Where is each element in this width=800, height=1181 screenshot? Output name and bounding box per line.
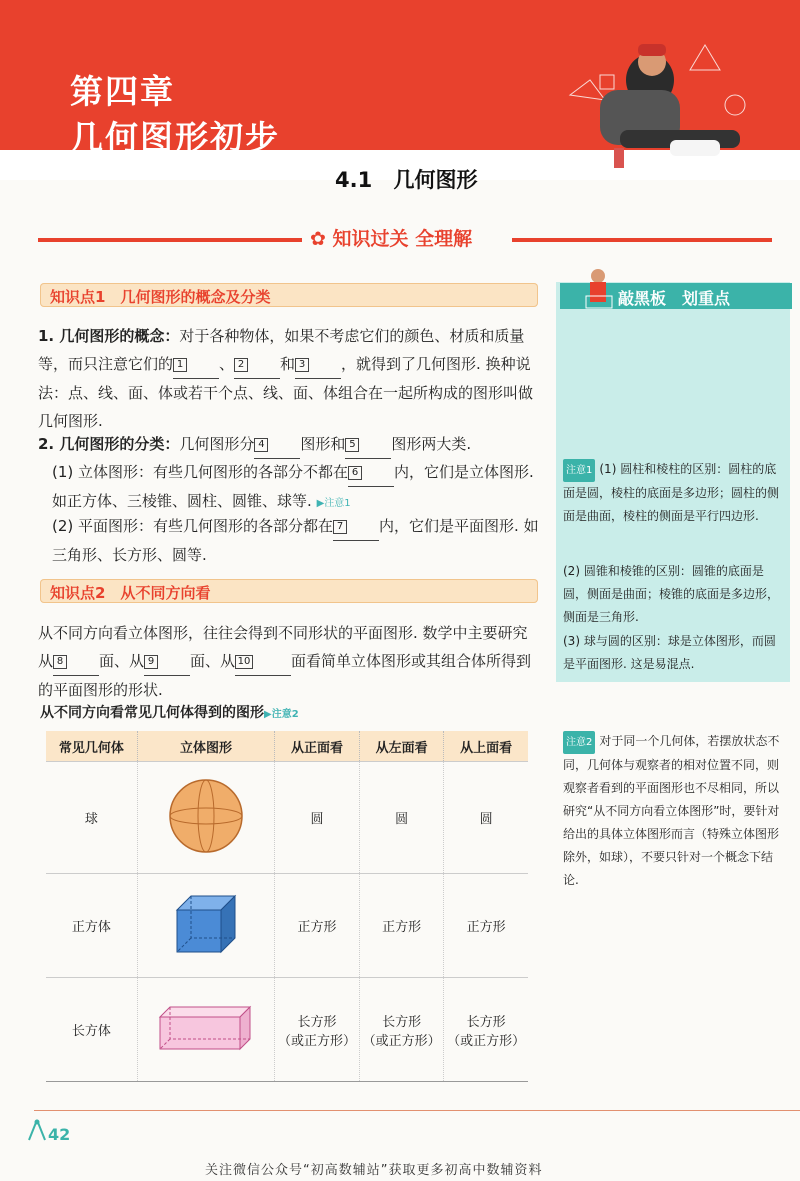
section-name: 几何图形 (393, 168, 478, 192)
compass-icon (26, 1118, 48, 1142)
blank-10[interactable]: 10 (235, 647, 291, 676)
note1-block: 注意1 (1) 圆柱和棱柱的区别：圆柱的底面是圆，棱柱的底面是多边形；圆柱的侧面是曲面，棱柱的侧面是平行四边形. (563, 458, 785, 528)
top-view: 正方形 (444, 874, 528, 978)
left-view: 长方形 （或正方形） (359, 978, 444, 1082)
front-view: 正方形 (275, 874, 360, 978)
banner-line-left (38, 238, 302, 242)
note1-part3: (3) 球与圆的区别：球是立体图形，而圆是平面图形. 这是易混点. (563, 634, 776, 671)
section-number: 4.1 (335, 168, 373, 192)
blank-5[interactable]: 5 (345, 430, 391, 459)
knowledge-banner: ✿ 知识过关 全理解 (310, 228, 473, 250)
blank-9[interactable]: 9 (144, 647, 190, 676)
note1-link[interactable]: ▶注意1 (316, 498, 351, 509)
table-row (46, 978, 528, 1082)
sphere-figure (137, 762, 275, 874)
table-header-row (46, 731, 528, 762)
character-illustration (560, 20, 760, 180)
kp1-paragraph2: 2. 几何图形的分类：几何图形分 4 图形和 5 图形两大类. (38, 430, 540, 459)
blank-7[interactable]: 7 (333, 512, 379, 541)
cube-icon (171, 892, 241, 956)
footer-note: 关注微信公众号“初高数辅站”获取更多初高中数辅资料 (205, 1163, 543, 1178)
teacher-icon (584, 266, 614, 310)
kp1-paragraph4: (2) 平面图形：有些几何图形的各部分都在 7 内，它们是平面图形. 如三角形、长方形、圆等. (52, 512, 540, 569)
note2-badge: 注意2 (563, 731, 595, 754)
left-view: 圆 (359, 762, 444, 874)
col-header: 立体图形 (137, 731, 275, 762)
table-row (46, 874, 528, 978)
kp1-paragraph1: 1. 几何图形的概念：对于各种物体，如果不考虑它们的颜色、材质和质量等，而只注意它们的 1 、 2 和 3 ，就得到了几何图形. 换种说法：点、线、面、体或若干个点、线、面、体组合在一起所构成的图形叫做几何图形. (38, 327, 534, 430)
front-view: 圆 (275, 762, 360, 874)
front-view: 长方形 （或正方形） (275, 978, 360, 1082)
col-header: 从正面看 (275, 731, 360, 762)
page-number: 42 (48, 1125, 71, 1144)
blank-6[interactable]: 6 (348, 458, 394, 487)
shapes-table (46, 731, 528, 1082)
footer-divider (34, 1110, 800, 1111)
section-title (335, 164, 478, 194)
col-header: 从左面看 (359, 731, 444, 762)
note2-block: 注意2 对于同一个几何体，若摆放状态不同，几何体与观察者的相对位置不同，则观察者看到的平面图形也不尽相同，所以研究“从不同方向看立体图形”时，要针对给出的具体立体图形而言（特殊立体图形除外，如球），不要只针对一个概念下结论. (563, 730, 785, 892)
table-caption: 从不同方向看常见几何体得到的图形▶注意2 (40, 705, 299, 721)
kp1-title: 知识点1 几何图形的概念及分类 (50, 288, 271, 306)
blank-2[interactable]: 2 (234, 350, 280, 379)
solid-name: 长方体 (46, 978, 137, 1082)
banner-line-right (512, 238, 772, 242)
kp2-paragraph: 从不同方向看立体图形，往往会得到不同形状的平面图形. 数学中主要研究从 8 面、从 9 面、从 10 面看简单立体图形或其组合体所得到的平面图形的形状. (38, 624, 532, 699)
kp2-title: 知识点2 从不同方向看 (50, 584, 211, 602)
blank-8[interactable]: 8 (53, 647, 99, 676)
note1-badge: 注意1 (563, 459, 595, 482)
sphere-icon (166, 776, 246, 856)
cuboid-figure (137, 978, 275, 1082)
table-row (46, 762, 528, 874)
note2-link[interactable]: ▶注意2 (264, 709, 299, 720)
col-header: 常见几何体 (46, 731, 137, 762)
solid-name: 正方体 (46, 874, 137, 978)
col-header: 从上面看 (444, 731, 528, 762)
spiral-icon: ✿ (310, 228, 326, 250)
kp1-paragraph3: (1) 立体图形：有些几何图形的各部分不都在 6 内，它们是立体图形. 如正方体、三棱锥、圆柱、圆锥、球等. ▶注意1 (52, 458, 540, 518)
blank-4[interactable]: 4 (254, 430, 300, 459)
blank-3[interactable]: 3 (295, 350, 341, 379)
top-view: 长方形 （或正方形） (444, 978, 528, 1082)
cube-figure (137, 874, 275, 978)
sidebar-title: 敲黑板 划重点 (618, 289, 731, 308)
chapter-title: 几何图形初步 (70, 118, 280, 157)
cuboid-icon (156, 1003, 256, 1053)
solid-name: 球 (46, 762, 137, 874)
blank-1[interactable]: 1 (173, 350, 219, 379)
chapter-number: 第四章 (70, 72, 175, 111)
top-view: 圆 (444, 762, 528, 874)
note1-part2: (2) 圆锥和棱锥的区别：圆锥的底面是圆，侧面是曲面；棱锥的底面是多边形，侧面是三角形. (563, 564, 780, 624)
left-view: 正方形 (359, 874, 444, 978)
